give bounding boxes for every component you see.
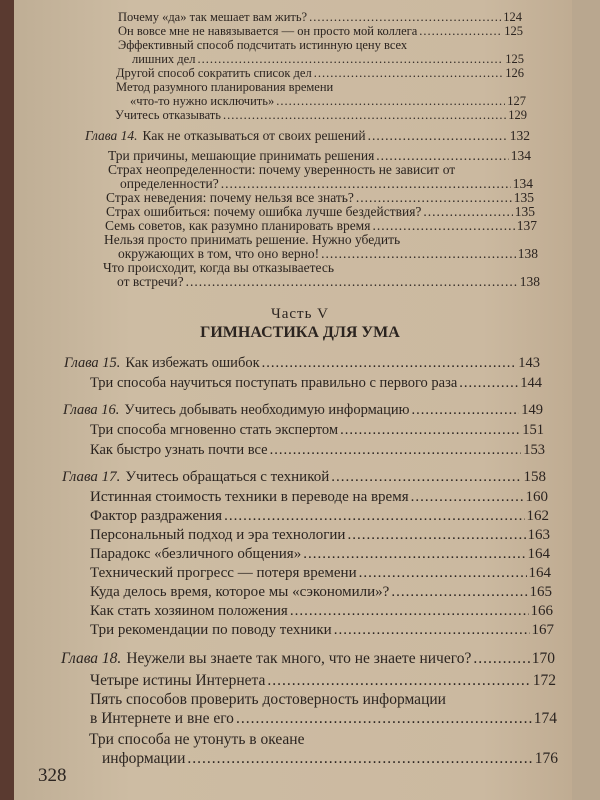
dot-leader bbox=[347, 527, 525, 544]
entry-title: определенности? bbox=[120, 176, 219, 191]
dot-leader bbox=[391, 584, 527, 601]
dot-leader bbox=[197, 52, 503, 67]
entry-title: Неужели вы знаете так много, что не знаете ничего? bbox=[126, 650, 472, 667]
entry-title: Четыре истины Интернета bbox=[90, 672, 266, 689]
entry-title: Как не отказываться от своих решений bbox=[142, 128, 366, 143]
entry-title: Страх ошибиться: почему ошибка лучше бездействия? bbox=[106, 204, 422, 219]
dot-leader bbox=[236, 710, 532, 728]
entry-title: Учитесь добывать необходимую информацию bbox=[124, 402, 410, 418]
dot-leader bbox=[340, 422, 520, 439]
facing-page-edge bbox=[572, 0, 600, 800]
entry-title: Три рекомендации по поводу техники bbox=[90, 622, 332, 638]
chapter-label: Глава 17. bbox=[62, 469, 121, 485]
dot-leader bbox=[368, 128, 508, 144]
entry-page-number: 138 bbox=[519, 274, 540, 289]
toc-entry bbox=[130, 94, 526, 109]
part-title: ГИМНАСТИКА ДЛЯ УМА bbox=[200, 324, 400, 341]
entry-title: информации bbox=[102, 750, 186, 767]
toc-entry bbox=[90, 565, 551, 582]
dot-leader bbox=[262, 355, 517, 372]
entry-page-number: 165 bbox=[529, 584, 552, 600]
toc-entry bbox=[90, 527, 550, 544]
chapter-label: Глава 14. bbox=[85, 128, 138, 143]
entry-title: Пять способов проверить достоверность информации bbox=[90, 691, 446, 708]
toc-entry bbox=[90, 584, 552, 601]
entry-page-number: 176 bbox=[534, 750, 558, 767]
entry-page-number: 164 bbox=[528, 565, 551, 581]
entry-page-number: 129 bbox=[508, 108, 527, 122]
dot-leader bbox=[267, 672, 530, 690]
entry-title: Как избежать ошибок bbox=[125, 355, 260, 371]
chapter-entry bbox=[61, 650, 555, 668]
entry-title: Парадокс «безличного общения» bbox=[90, 546, 302, 562]
entry-page-number: 164 bbox=[527, 546, 550, 562]
entry-title: Нельзя просто принимать решение. Нужно убедить bbox=[104, 232, 401, 247]
dot-leader bbox=[321, 246, 516, 262]
dot-leader bbox=[331, 469, 521, 486]
entry-page-number: 135 bbox=[514, 204, 535, 219]
entry-page-number: 166 bbox=[530, 603, 553, 619]
entry-page-number: 125 bbox=[504, 24, 523, 38]
dot-leader bbox=[309, 10, 501, 25]
entry-title: Семь советов, как разумно планировать время bbox=[105, 218, 371, 233]
dot-leader bbox=[359, 565, 527, 582]
toc-entry bbox=[118, 38, 407, 53]
entry-title: Куда делось время, которое мы «сэкономили»? bbox=[90, 584, 390, 600]
dot-leader bbox=[187, 750, 532, 768]
chapter-entry bbox=[85, 128, 530, 144]
entry-title: лишних дел bbox=[132, 52, 196, 66]
chapter-label: Глава 16. bbox=[63, 402, 120, 418]
dot-leader bbox=[459, 375, 518, 392]
entry-page-number: 149 bbox=[521, 402, 543, 418]
chapter-label: Глава 15. bbox=[64, 355, 121, 371]
entry-title: Что происходит, когда вы отказываетесь bbox=[103, 260, 335, 275]
entry-page-number: 151 bbox=[522, 422, 544, 438]
toc-entry bbox=[116, 66, 524, 81]
entry-page-number: 135 bbox=[513, 190, 534, 205]
entry-title: Как быстро узнать почти все bbox=[90, 442, 268, 458]
toc-entry bbox=[117, 274, 540, 290]
entry-title: Три способа мгновенно стать экспертом bbox=[90, 422, 339, 438]
chapter-entry bbox=[63, 402, 543, 419]
dot-leader bbox=[276, 94, 505, 109]
entry-title: Учитесь отказывать bbox=[115, 108, 221, 122]
toc-entry bbox=[90, 442, 545, 459]
entry-page-number: 138 bbox=[517, 246, 538, 261]
entry-title: в Интернете и вне его bbox=[90, 710, 234, 727]
entry-page-number: 163 bbox=[527, 527, 550, 543]
entry-page-number: 137 bbox=[516, 218, 537, 233]
toc-entry bbox=[115, 108, 527, 123]
entry-page-number: 174 bbox=[533, 710, 557, 727]
toc-entry bbox=[90, 489, 548, 506]
toc-entry bbox=[90, 622, 554, 639]
entry-title: Страх неведения: почему нельзя все знать? bbox=[106, 190, 354, 205]
entry-title: Учитесь обращаться с техникой bbox=[125, 469, 330, 485]
entry-page-number: 124 bbox=[503, 10, 522, 24]
dot-leader bbox=[334, 622, 530, 639]
toc-entry bbox=[102, 750, 558, 768]
entry-title: Три способа научиться поступать правильно с первого раза bbox=[90, 375, 458, 391]
chapter-label: Глава 18. bbox=[61, 650, 122, 667]
dot-leader bbox=[419, 24, 502, 39]
entry-page-number: 127 bbox=[507, 94, 526, 108]
page-number: 328 bbox=[38, 765, 67, 786]
entry-page-number: 125 bbox=[505, 52, 524, 66]
dot-leader bbox=[223, 108, 506, 123]
toc-entry bbox=[116, 80, 333, 95]
toc-entry bbox=[90, 422, 544, 439]
entry-title: «что-то нужно исключить» bbox=[130, 94, 275, 108]
chapter-entry bbox=[62, 469, 546, 486]
toc-entry bbox=[118, 24, 523, 39]
toc-entry bbox=[90, 710, 557, 728]
entry-page-number: 162 bbox=[526, 508, 549, 524]
entry-page-number: 126 bbox=[505, 66, 524, 80]
chapter-entry bbox=[64, 355, 540, 372]
toc-entry bbox=[90, 603, 553, 620]
entry-page-number: 144 bbox=[520, 375, 542, 391]
entry-title: Фактор раздражения bbox=[90, 508, 223, 524]
entry-title: Страх неопределенности: почему уверенность не зависит от bbox=[108, 162, 456, 177]
entry-page-number: 160 bbox=[525, 489, 548, 505]
toc-entry bbox=[89, 731, 304, 749]
dot-leader bbox=[473, 650, 529, 668]
entry-title: Три причины, мешающие принимать решения bbox=[108, 148, 375, 163]
entry-page-number: 132 bbox=[509, 128, 530, 143]
dot-leader bbox=[290, 603, 529, 620]
toc-entry bbox=[90, 691, 446, 709]
entry-page-number: 153 bbox=[523, 442, 545, 458]
dot-leader bbox=[314, 66, 504, 81]
entry-title: от встречи? bbox=[117, 274, 184, 289]
entry-page-number: 134 bbox=[512, 176, 533, 191]
toc-entry bbox=[90, 508, 549, 525]
dot-leader bbox=[411, 402, 519, 419]
entry-title: Технический прогресс — потеря времени bbox=[90, 565, 357, 581]
toc-entry bbox=[90, 672, 556, 690]
toc-entry bbox=[118, 10, 522, 25]
entry-page-number: 143 bbox=[518, 355, 540, 371]
entry-title: Эффективный способ подсчитать истинную цену всех bbox=[118, 38, 408, 52]
entry-page-number: 172 bbox=[532, 672, 556, 689]
entry-title: Метод разумного планирования времени bbox=[116, 80, 334, 94]
entry-page-number: 167 bbox=[531, 622, 554, 638]
dot-leader bbox=[303, 546, 525, 563]
entry-page-number: 134 bbox=[510, 148, 531, 163]
toc-entry bbox=[132, 52, 524, 67]
entry-title: окружающих в том, что оно верно! bbox=[118, 246, 320, 261]
entry-title: Другой способ сократить список дел bbox=[116, 66, 312, 80]
dot-leader bbox=[270, 442, 522, 459]
entry-title: Истинная стоимость техники в переводе на время bbox=[90, 489, 409, 505]
entry-title: Он вовсе мне не навязывается — он просто мой коллега bbox=[118, 24, 418, 38]
entry-title: Персональный подход и эра технологии bbox=[90, 527, 346, 543]
dot-leader bbox=[411, 489, 524, 506]
dot-leader bbox=[186, 274, 518, 290]
dot-leader bbox=[224, 508, 524, 525]
part-number: Часть V bbox=[270, 306, 330, 322]
toc-entry bbox=[90, 375, 542, 392]
entry-page-number: 170 bbox=[531, 650, 555, 667]
entry-title: Три способа не утонуть в океане bbox=[89, 731, 305, 748]
entry-page-number: 158 bbox=[523, 469, 546, 485]
entry-title: Как стать хозяином положения bbox=[90, 603, 288, 619]
entry-title: Почему «да» так мешает вам жить? bbox=[118, 10, 308, 24]
toc-entry bbox=[90, 546, 550, 563]
